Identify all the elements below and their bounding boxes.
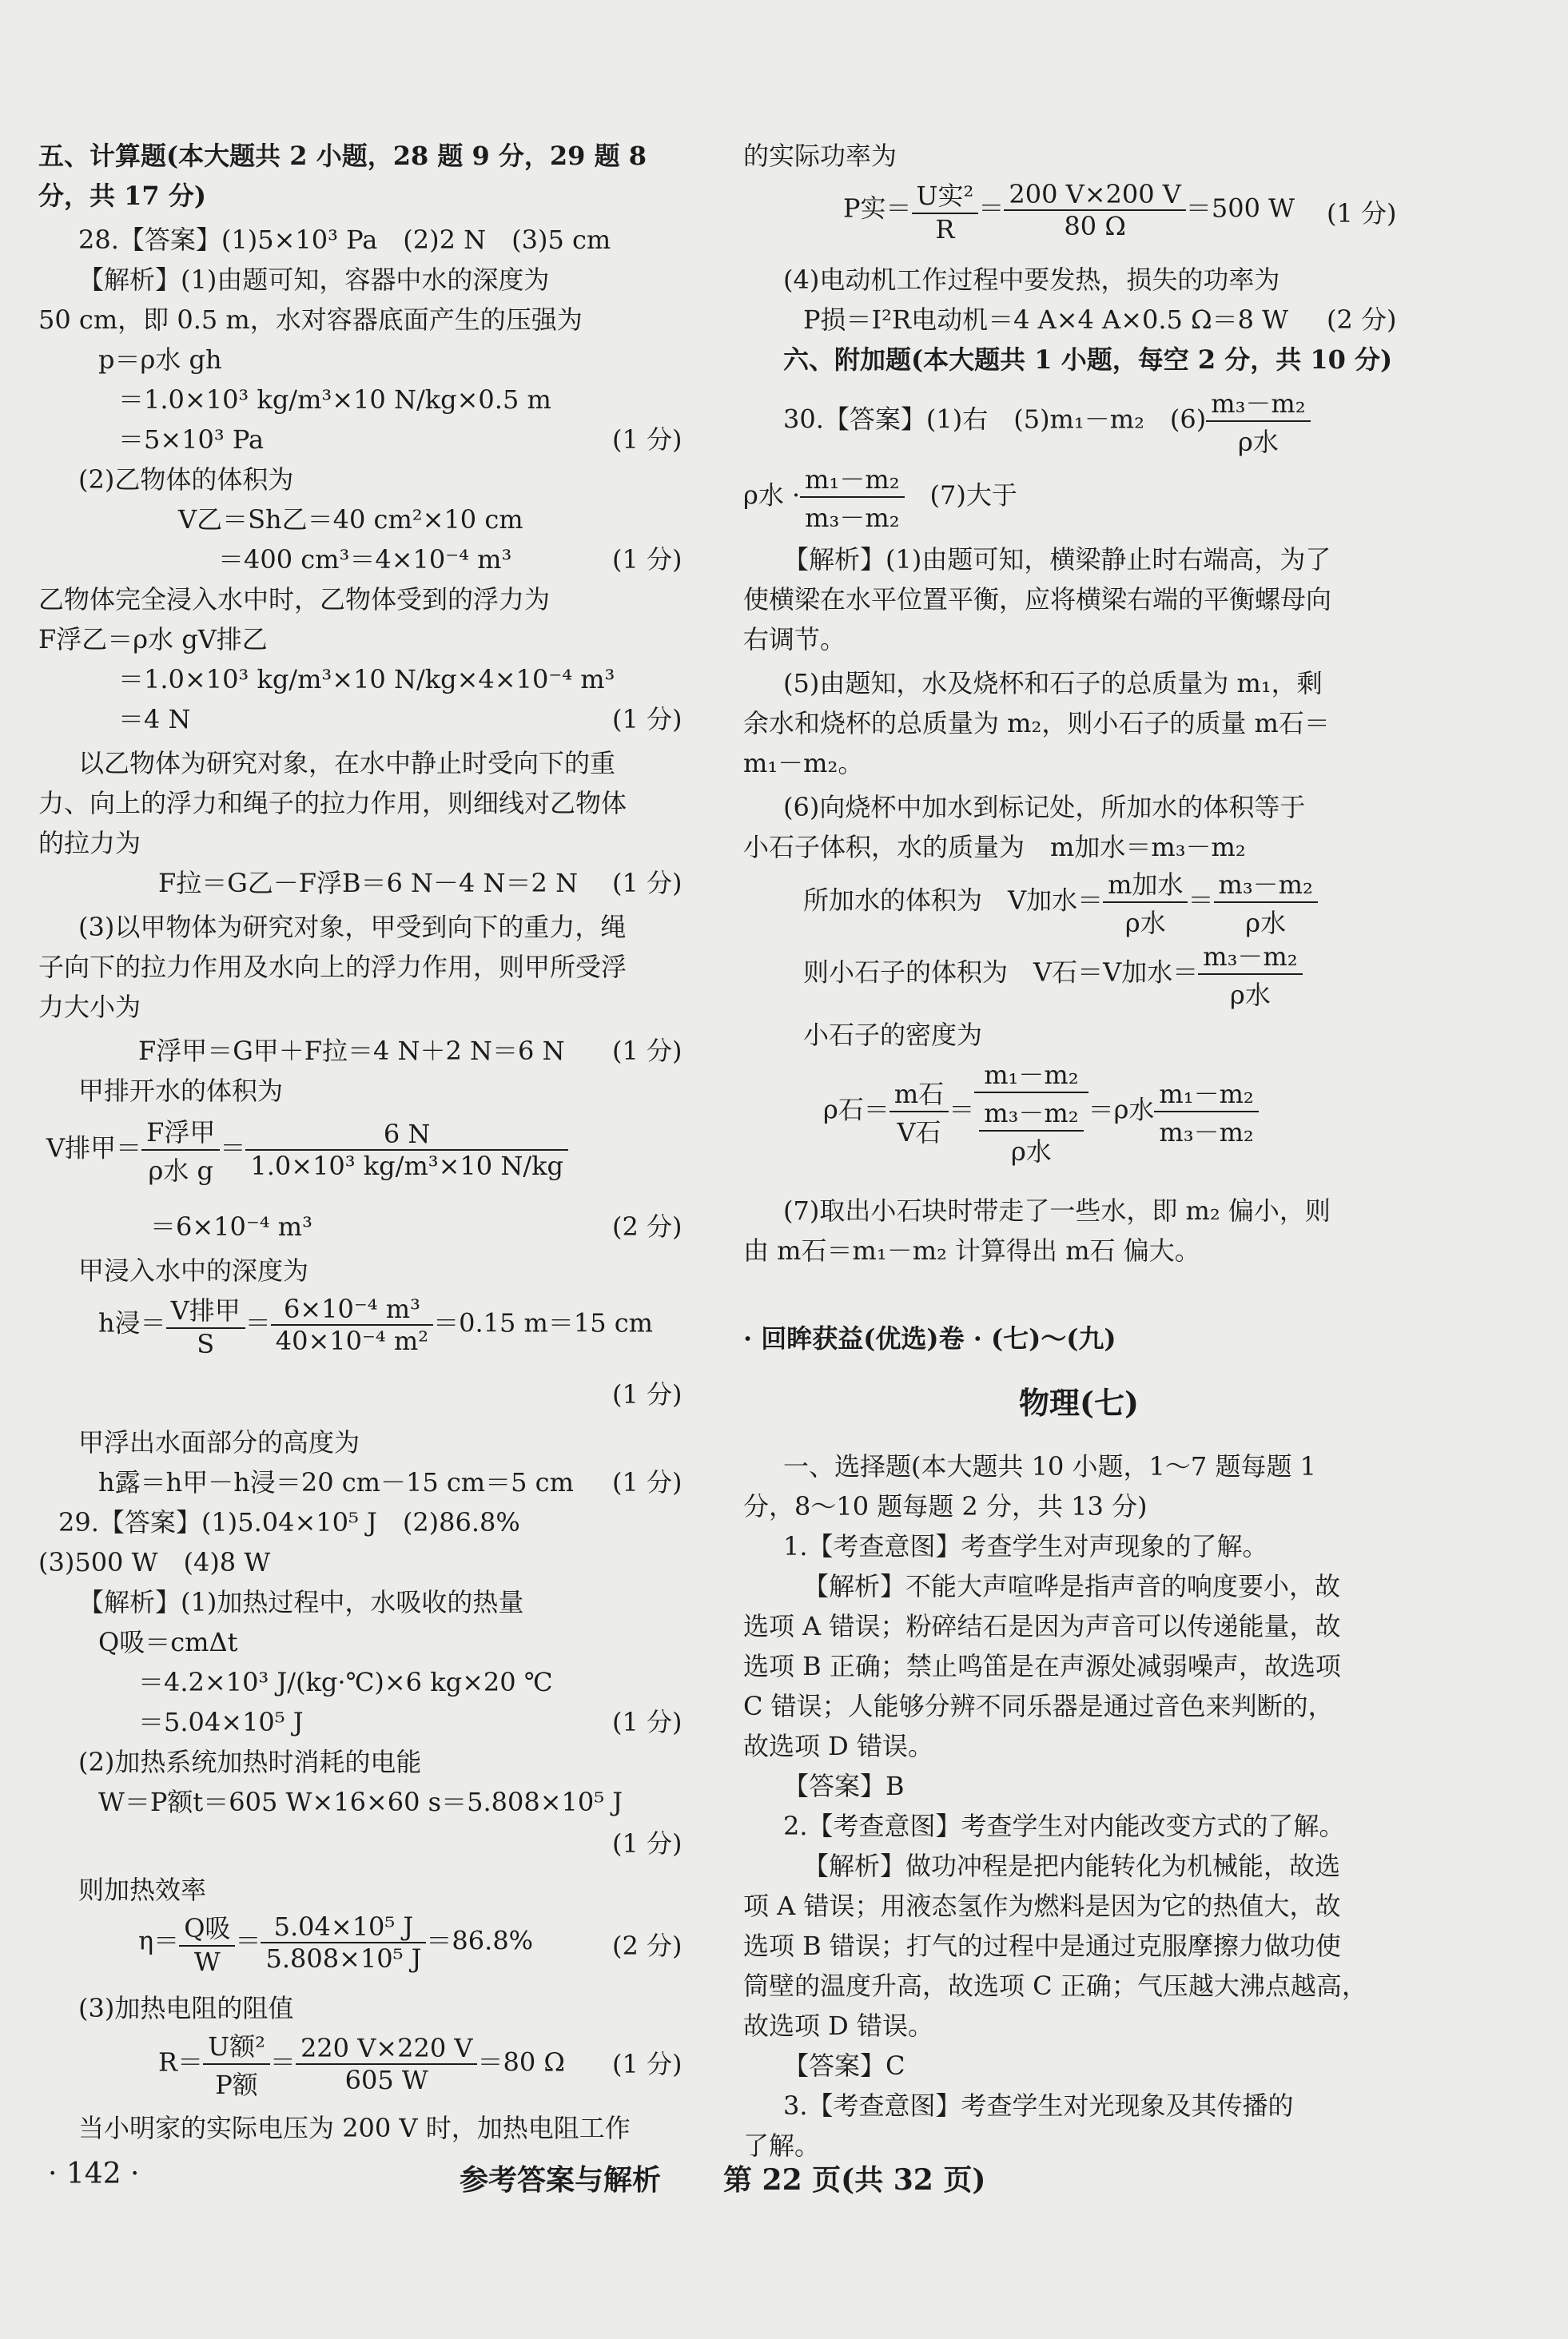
question-2-intent: 2.【考查意图】考查学生对内能改变方式的了解。 xyxy=(783,1811,1345,1841)
analysis-28: 【解析】(1)由题可知，容器中水的深度为 xyxy=(78,265,550,295)
text-line: m₁－m₂。 xyxy=(743,748,864,778)
score: (1 分) xyxy=(612,704,683,734)
text-line: 项 A 错误；用液态氢作为燃料是因为它的热值大，故 xyxy=(743,1891,1341,1921)
text-line: 小石子体积，水的质量为 m加水＝m₃－m₂ xyxy=(743,832,1246,862)
score: (1 分) xyxy=(1327,198,1397,229)
footer-page: 第 22 页(共 32 页) xyxy=(723,2163,986,2197)
score: (1 分) xyxy=(612,424,683,455)
page-number: · 142 · xyxy=(48,2158,140,2190)
answer-29: 29.【答案】(1)5.04×10⁵ J (2)86.8% xyxy=(58,1507,520,1537)
text-line: 甲浸入水中的深度为 xyxy=(78,1255,309,1286)
analysis-1: 【解析】不能大声喧哗是指声音的响度要小，故 xyxy=(803,1571,1341,1601)
text-line: 当小明家的实际电压为 200 V 时，加热电阻工作 xyxy=(78,2113,631,2143)
formula-line: V乙＝Sh乙＝40 cm²×10 cm xyxy=(178,504,523,535)
answer-30-cont: ρ水 · $\frac{\text{m₁－m₂}}{\text{m₃－m₂}}$ (7)大于 xyxy=(743,459,1017,535)
text-line: 子向下的拉力作用及水向上的浮力作用，则甲所受浮 xyxy=(38,952,627,982)
text-line: (5)由题知，水及烧杯和石子的总质量为 m₁，剩 xyxy=(783,668,1323,698)
section-heading: 五、计算题(本大题共 2 小题，28 题 9 分，29 题 8 xyxy=(38,141,647,171)
analysis-30: 【解析】(1)由题可知，横梁静止时右端高，为了 xyxy=(783,544,1331,575)
section-heading: 六、附加题(本大题共 1 小题，每空 2 分，共 10 分) xyxy=(783,344,1393,375)
text-line: 选项 B 错误；打气的过程中是通过克服摩擦力做功使 xyxy=(743,1931,1341,1961)
answer-2: 【答案】C xyxy=(783,2051,905,2081)
text-line: 右调节。 xyxy=(743,624,846,654)
formula-line: h露＝h甲－h浸＝20 cm－15 cm＝5 cm xyxy=(98,1467,574,1498)
text-line: (3)加热电阻的阻值 xyxy=(78,1993,294,2023)
fraction-formula: ρ石＝ $\frac{\text{m石}}{\text{V石}}$ ＝ $\frac{\text{m₁－m₂}}{\frac{\text{m₃－m₂}}{\text{ρ水}}}$ ＝ρ水 $\frac{\text{m₁－m₂}}{\text{m₃－m₂}}$ xyxy=(823,1055,1259,1168)
text-line: 的实际功率为 xyxy=(743,141,897,171)
question-1-intent: 1.【考查意图】考查学生对声现象的了解。 xyxy=(783,1531,1268,1561)
text-line: 分，8～10 题每题 2 分，共 13 分) xyxy=(743,1491,1148,1522)
text-line: 余水和烧杯的总质量为 m₂，则小石子的质量 m石＝ xyxy=(743,708,1330,738)
score: (1 分) xyxy=(612,1467,683,1498)
formula-line: ＝400 cm³＝4×10⁻⁴ m³ xyxy=(218,544,512,575)
score: (2 分) xyxy=(1327,304,1397,335)
text-line: (7)取出小石块时带走了一些水，即 m₂ 偏小，则 xyxy=(783,1195,1331,1226)
formula-line: W＝P额t＝605 W×16×60 s＝5.808×10⁵ J xyxy=(98,1787,623,1817)
formula-line: ＝5.04×10⁵ J xyxy=(138,1707,304,1737)
fraction-formula: V排甲＝ $\frac{\text{F浮甲}}{\text{ρ水 g}}$ ＝ $\frac{6 N}{\text{1.0×10³ kg/m³×10 N/kg}}$ xyxy=(46,1112,568,1187)
text-line: 力、向上的浮力和绳子的拉力作用，则细线对乙物体 xyxy=(38,788,627,818)
text-line: (3)以甲物体为研究对象，甲受到向下的重力，绳 xyxy=(78,912,627,942)
text-line: 甲排开水的体积为 xyxy=(78,1076,284,1106)
formula-line: ＝1.0×10³ kg/m³×10 N/kg×0.5 m xyxy=(118,384,551,415)
text-line: (6)向烧杯中加水到标记处，所加水的体积等于 xyxy=(783,792,1306,822)
analysis-2: 【解析】做功冲程是把内能转化为机械能，故选 xyxy=(803,1851,1341,1881)
text-line: (2)加热系统加热时消耗的电能 xyxy=(78,1747,422,1777)
score: (1 分) xyxy=(612,1036,683,1066)
formula-line: P损＝I²R电动机＝4 A×4 A×0.5 Ω＝8 W xyxy=(803,304,1289,335)
score: (2 分) xyxy=(612,1931,683,1961)
formula-line: ＝4.2×10³ J/(kg·℃)×6 kg×20 ℃ xyxy=(138,1667,553,1697)
formula-line: ＝4 N xyxy=(118,704,191,734)
text-line: 故选项 D 错误。 xyxy=(743,2011,934,2041)
text-line: 的拉力为 xyxy=(38,828,141,858)
text-line: 了解。 xyxy=(743,2130,821,2161)
text-line: (4)电动机工作过程中要发热，损失的功率为 xyxy=(783,265,1280,295)
text-line: 则加热效率 xyxy=(78,1875,207,1905)
section-heading-cont: 分，共 17 分) xyxy=(38,181,206,211)
footer-title: 参考答案与解析 xyxy=(460,2163,662,2197)
text-line: 小石子的密度为 xyxy=(803,1020,983,1050)
answer-30: 30.【答案】(1)右 (5)m₁－m₂ (6) $\frac{\text{m₃－m₂}}{\text{ρ水}}$ xyxy=(783,384,1311,459)
answer-1: 【答案】B xyxy=(783,1771,905,1801)
score: (1 分) xyxy=(612,544,683,575)
text-line: 选项 A 错误；粉碎结石是因为声音可以传递能量，故 xyxy=(743,1611,1341,1641)
text-line: 筒壁的温度升高，故选项 C 正确；气压越大沸点越高， xyxy=(743,1971,1367,2001)
score: (1 分) xyxy=(612,1828,683,1859)
formula-line: p＝ρ水 gh xyxy=(98,344,222,375)
text-line: 乙物体完全浸入水中时，乙物体受到的浮力为 xyxy=(38,584,551,615)
text-line: 由 m石＝m₁－m₂ 计算得出 m石 偏大。 xyxy=(743,1235,1200,1266)
text-line: 50 cm，即 0.5 m，水对容器底面产生的压强为 xyxy=(38,304,583,335)
formula-line: ＝1.0×10³ kg/m³×10 N/kg×4×10⁻⁴ m³ xyxy=(118,664,615,694)
fraction-formula: 所加水的体积为 V加水＝ $\frac{\text{m加水}}{\text{ρ水}}$ ＝ $\frac{\text{m₃－m₂}}{\text{ρ水}}$ xyxy=(803,865,1318,940)
text-line: C 错误；人能够分辨不同乐器是通过音色来判断的， xyxy=(743,1691,1334,1721)
text-line: 故选项 D 错误。 xyxy=(743,1731,934,1761)
question-3-intent: 3.【考查意图】考查学生对光现象及其传播的 xyxy=(783,2090,1294,2121)
text-line: (2)乙物体的体积为 xyxy=(78,464,294,495)
text-line: 力大小为 xyxy=(38,992,141,1022)
text-line: 选项 B 正确；禁止鸣笛是在声源处减弱噪声，故选项 xyxy=(743,1651,1341,1681)
answer-28: 28.【答案】(1)5×10³ Pa (2)2 N (3)5 cm xyxy=(78,225,611,255)
score: (1 分) xyxy=(612,1707,683,1737)
text-line: (3)500 W (4)8 W xyxy=(38,1547,271,1577)
text-line: 使横梁在水平位置平衡，应将横梁右端的平衡螺母向 xyxy=(743,584,1332,615)
score: (1 分) xyxy=(612,1379,683,1410)
formula-line: F拉＝G乙－F浮B＝6 N－4 N＝2 N xyxy=(158,868,579,898)
fraction-formula: P实＝ $\frac{\text{U实²}}{R}$ ＝ $\frac{200 V\times 200 V}{80 \Omega}$ ＝500 W xyxy=(843,176,1295,245)
score: (2 分) xyxy=(612,1211,683,1242)
formula-line: F浮甲＝G甲＋F拉＝4 N＋2 N＝6 N xyxy=(138,1036,565,1066)
fraction-formula: η＝ $\frac{\text{Q吸}}{W}$ ＝ $\frac{\text{5.04×10⁵ J}}{\text{5.808×10⁵ J}}$ ＝86.8% xyxy=(138,1908,533,1977)
score: (1 分) xyxy=(612,868,683,898)
text-line: 以乙物体为研究对象，在水中静止时受向下的重 xyxy=(78,748,616,778)
fraction-formula: h浸＝ $\frac{\text{V排甲}}{S}$ ＝ $\frac{\text{6×10⁻⁴ m³}}{\text{40×10⁻⁴ m²}}$ ＝0.15 m＝15 cm xyxy=(98,1291,653,1359)
fraction-formula: 则小石子的体积为 V石＝V加水＝ $\frac{\text{m₃－m₂}}{\text{ρ水}}$ xyxy=(803,937,1303,1012)
volume-subtitle: · 回眸获益(优选)卷 · (七)～(九) xyxy=(743,1323,1116,1354)
formula-line: Q吸＝cmΔt xyxy=(98,1627,238,1657)
formula-line: ＝6×10⁻⁴ m³ xyxy=(150,1211,312,1242)
text-line: 甲浮出水面部分的高度为 xyxy=(78,1427,360,1458)
formula-line: F浮乙＝ρ水 gV排乙 xyxy=(38,624,268,654)
paper-title: 物理(七) xyxy=(1019,1385,1139,1421)
fraction-formula: R＝ $\frac{\text{U额²}}{\text{P额}}$ ＝ $\frac{220 V\times 220 V}{605 W}$ ＝80 Ω xyxy=(158,2027,565,2102)
analysis-29: 【解析】(1)加热过程中，水吸收的热量 xyxy=(78,1587,524,1617)
formula-line: ＝5×10³ Pa xyxy=(118,424,265,455)
score: (1 分) xyxy=(612,2049,683,2079)
section-heading: 一、选择题(本大题共 10 小题，1～7 题每题 1 xyxy=(783,1451,1316,1482)
